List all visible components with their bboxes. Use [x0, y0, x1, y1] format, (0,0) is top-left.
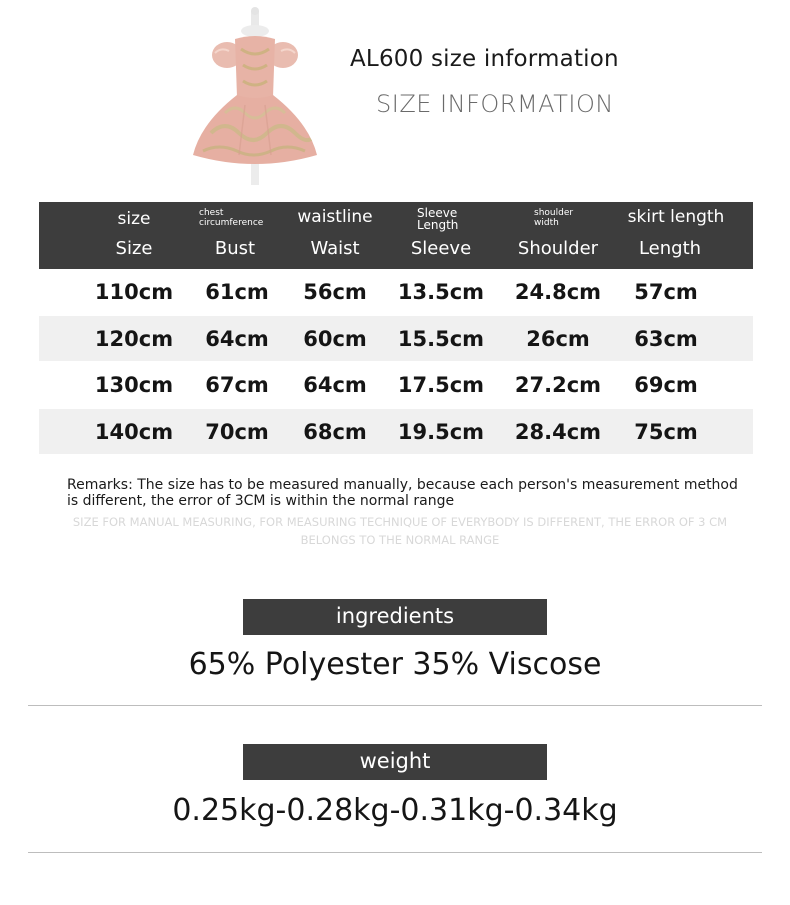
col-header-size-label: Size	[115, 238, 153, 259]
col-header-sleeve-top: Sleeve Length	[417, 206, 459, 232]
col-header-shoulder	[508, 202, 608, 269]
table-cell-shoulder: 28.4cm	[514, 419, 602, 444]
table-cell-bust: 67cm	[205, 373, 269, 397]
table-cell-shoulder: 24.8cm	[514, 280, 602, 304]
col-header-waist-top: waistline	[297, 207, 373, 227]
table-header	[39, 202, 753, 269]
table-row	[39, 316, 753, 363]
table-cell-length: 57cm	[634, 280, 698, 304]
table-cell-sleeve: 17.5cm	[397, 373, 485, 397]
table-cell-length: 69cm	[634, 373, 698, 397]
table-cell-bust: 70cm	[205, 419, 269, 444]
table-cell-sleeve: 15.5cm	[397, 326, 485, 351]
ingredients-value: 65% Polyester 35% Viscose	[188, 647, 602, 682]
table-cell-shoulder: 27.2cm	[514, 373, 602, 397]
col-header-sleeve-label: Sleeve	[410, 238, 472, 259]
weight-value: 0.25kg-0.28kg-0.31kg-0.34kg	[172, 793, 618, 828]
table-row	[39, 409, 753, 456]
section-divider	[28, 705, 762, 706]
measurement-remarks-english: SIZE FOR MANUAL MEASURING, FOR MEASURING TECHNIQUE OF EVERYBODY IS DIFFERENT, THE ERROR OF 3 CM BELONGS TO THE NORMAL RANGE	[72, 515, 728, 547]
col-header-bust-label: Bust	[214, 238, 256, 259]
col-header-size	[84, 202, 184, 269]
table-cell-sleeve: 19.5cm	[397, 419, 485, 444]
table-row	[39, 362, 753, 409]
table-cell-waist: 56cm	[303, 280, 367, 304]
col-header-bust	[185, 202, 285, 269]
table-cell-shoulder: 26cm	[526, 326, 590, 351]
col-header-sleeve	[391, 202, 491, 269]
table-cell-waist: 68cm	[303, 419, 367, 444]
col-header-shoulder-label: Shoulder	[517, 238, 599, 259]
table-cell-size: 120cm	[94, 326, 174, 351]
size-info-subtitle: SIZE INFORMATION	[376, 90, 614, 118]
col-header-bust-top: chest circumference	[199, 208, 264, 228]
col-header-shoulder-top: shoulder width	[534, 208, 574, 228]
table-cell-size: 130cm	[94, 373, 174, 397]
col-header-length-top: skirt length	[627, 207, 725, 227]
table-cell-size: 110cm	[94, 280, 174, 304]
size-table	[39, 202, 753, 455]
weight-label: weight	[243, 744, 547, 780]
table-cell-length: 63cm	[634, 326, 698, 351]
ingredients-label: ingredients	[243, 599, 547, 635]
table-cell-sleeve: 13.5cm	[397, 280, 485, 304]
table-row	[39, 269, 753, 316]
col-header-length	[616, 202, 736, 269]
table-cell-bust: 64cm	[205, 326, 269, 351]
table-cell-bust: 61cm	[205, 280, 269, 304]
col-header-length-label: Length	[638, 238, 702, 259]
table-cell-waist: 64cm	[303, 373, 367, 397]
size-info-title: AL600 size information	[350, 46, 619, 72]
table-cell-length: 75cm	[634, 419, 698, 444]
table-cell-waist: 60cm	[303, 326, 367, 351]
measurement-remarks: Remarks: The size has to be measured manually, because each person's measurement method is different, the error of 3CM is within the normal range	[67, 477, 738, 509]
dress-product-image	[185, 5, 325, 190]
table-cell-size: 140cm	[94, 419, 174, 444]
col-header-waist-label: Waist	[310, 238, 360, 259]
col-header-size-top: size	[117, 209, 151, 229]
section-divider	[28, 852, 762, 853]
col-header-waist	[285, 202, 385, 269]
